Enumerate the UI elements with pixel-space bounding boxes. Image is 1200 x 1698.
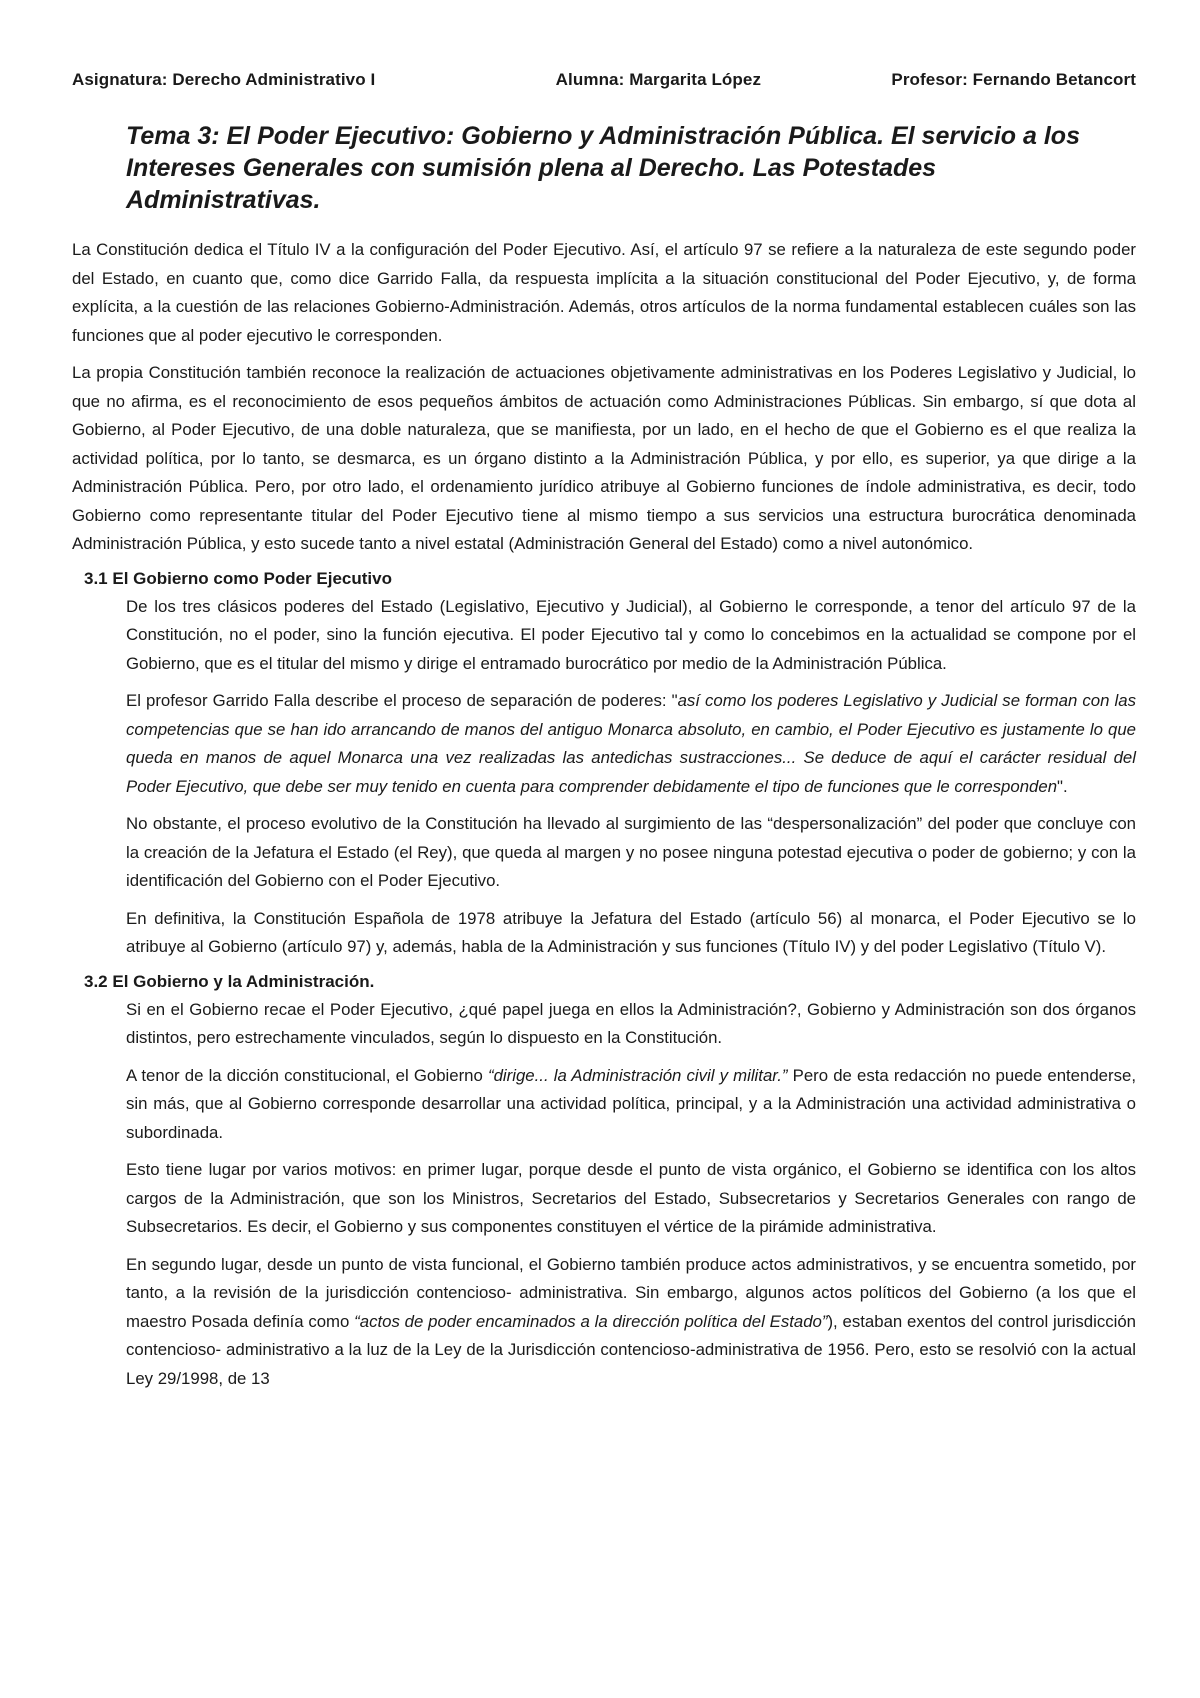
quote-tail: ".	[1057, 776, 1068, 796]
section-1-paragraph-2	[126, 687, 1136, 801]
section-1-paragraph-1: De los tres clásicos poderes del Estado (Legislativo, Ejecutivo y Judicial), al Gobierno le corresponde, a tenor del artículo 97 de la Constitución, no el poder, sino la función ejecutiva. El poder Ejecutivo tal y como lo concebimos en la actualidad se compone por el Gobierno, que es el titular del mismo y dirige el entramado burocrático por medio de la Administración Pública.	[126, 596, 1136, 673]
section-1-body	[72, 593, 1136, 962]
section-2-paragraph-4	[126, 1251, 1136, 1394]
intro-paragraph-1: La Constitución dedica el Título IV a la configuración del Poder Ejecutivo. Así, el artículo 97 se refiere a la naturaleza de este segundo poder del Estado, en cuanto que, como dice Garrido Falla, da respuesta implícita a la situación constitucional del Poder Ejecutivo, y, de forma explícita, a la cuestión de las relaciones Gobierno-Administración. Además, otros artículos de la norma fundamental establecen cuáles son las funciones que al poder ejecutivo le corresponden.	[72, 240, 1136, 345]
subject-label: Asignatura: Derecho Administrativo I	[72, 70, 376, 89]
section-2-heading: 3.2 El Gobierno y la Administración.	[84, 971, 375, 991]
student-label: Alumna: Margarita López	[555, 70, 762, 89]
quote-tail: ), estaban exentos del control jurisdicción contencioso- administrativo a la luz de la Ley de la Jurisdicción contencioso-administrativa de 1956. Pero, esto se resolvió con la actual Ley 29/1998, de 13	[126, 1311, 1136, 1388]
quote-tail: Pero de esta redacción no puede entenderse, sin más, que al Gobierno corresponde desarrollar una actividad política, principal, y a la Administración una actividad administrativa o subordinada.	[126, 1065, 1136, 1142]
constitution-quote: “dirige... la Administración civil y militar.”	[487, 1065, 788, 1085]
document-title: Tema 3: El Poder Ejecutivo: Gobierno y Administración Pública. El servicio a los Intereses Generales con sumisión plena al Derecho. Las Potestades Administrativas.	[126, 122, 1080, 214]
quote-lead: El profesor Garrido Falla describe el proceso de separación de poderes: "	[126, 691, 678, 710]
garrido-falla-quote: así como los poderes Legislativo y Judicial se forman con las competencias que se han ido arrancando de manos del antiguo Monarca absoluto, en cambio, el Poder Ejecutivo es justamente lo que queda en manos de aquel Monarca una vez realizadas las antedichas sustracciones... Se deduce de aquí el carácter residual del Poder Ejecutivo, que debe ser muy tenido en cuenta para comprender debidamente el tipo de funciones que le corresponden	[126, 691, 1137, 796]
section-2-body	[72, 996, 1136, 1394]
section-2-paragraph-2	[126, 1062, 1136, 1148]
section-2-paragraph-1: Si en el Gobierno recae el Poder Ejecutivo, ¿qué papel juega en ellos la Administración?, Gobierno y Administración son dos órganos distintos, pero estrechamente vinculados, según lo dispuesto en la Constitución.	[126, 999, 1136, 1047]
intro-paragraph-2: La propia Constitución también reconoce la realización de actuaciones objetivamente administrativas en los Poderes Legislativo y Judicial, lo que no afirma, es el reconocimiento de esos pequeños ámbitos de actuación como Administraciones Públicas. Sin embargo, sí que dota al Gobierno, al Poder Ejecutivo, de una doble naturaleza, que se manifiesta, por un lado, en el hecho de que el Gobierno es el que realiza la actividad política, por lo tanto, se desmarca, es un órgano distinto a la Administración Pública, y por ello, es superior, ya que dirige a la Administración Pública. Pero, por otro lado, el ordenamiento jurídico atribuye al Gobierno funciones de índole administrativa, es decir, todo Gobierno como representante titular del Poder Ejecutivo tiene al mismo tiempo a sus servicios una estructura burocrática denominada Administración Pública, y esto sucede tanto a nivel estatal (Administración General del Estado) como a nivel autonómico.	[72, 363, 1136, 553]
posada-quote: “actos de poder encaminados a la dirección política del Estado”	[354, 1311, 828, 1331]
section-1-paragraph-3: No obstante, el proceso evolutivo de la Constitución ha llevado al surgimiento de las “despersonalización” del poder que concluye con la creación de la Jefatura el Estado (el Rey), que queda al margen y no posee ninguna potestad ejecutiva o poder de gobierno; y con la identificación del Gobierno con el Poder Ejecutivo.	[126, 814, 1136, 890]
section-1-heading: 3.1 El Gobierno como Poder Ejecutivo	[84, 568, 392, 588]
quote-lead: En segundo lugar, desde un punto de vista funcional, el Gobierno también produce actos administrativos, y se encuentra sometido, por tanto, a la revisión de la jurisdicción contencioso- administrativa. Sin embargo, algunos actos políticos del Gobierno (a los que el maestro Posada definía como	[126, 1254, 1136, 1331]
document-header	[72, 70, 1136, 90]
section-1-paragraph-4: En definitiva, la Constitución Española de 1978 atribuye la Jefatura del Estado (artículo 56) al monarca, el Poder Ejecutivo se lo atribuye al Gobierno (artículo 97) y, además, habla de la Administración y sus funciones (Título IV) y del poder Legislativo (Título V).	[126, 908, 1136, 956]
section-2-paragraph-3: Esto tiene lugar por varios motivos: en primer lugar, porque desde el punto de vista orgánico, el Gobierno se identifica con los altos cargos de la Administración, que son los Ministros, Secretarios del Estado, Subsecretarios y Secretarios Generales con rango de Subsecretarios. Es decir, el Gobierno y sus componentes constituyen el vértice de la pirámide administrativa.	[126, 1160, 1136, 1236]
quote-lead: A tenor de la dicción constitucional, el Gobierno	[126, 1065, 488, 1085]
professor-label: Profesor: Fernando Betancort	[891, 70, 1136, 89]
